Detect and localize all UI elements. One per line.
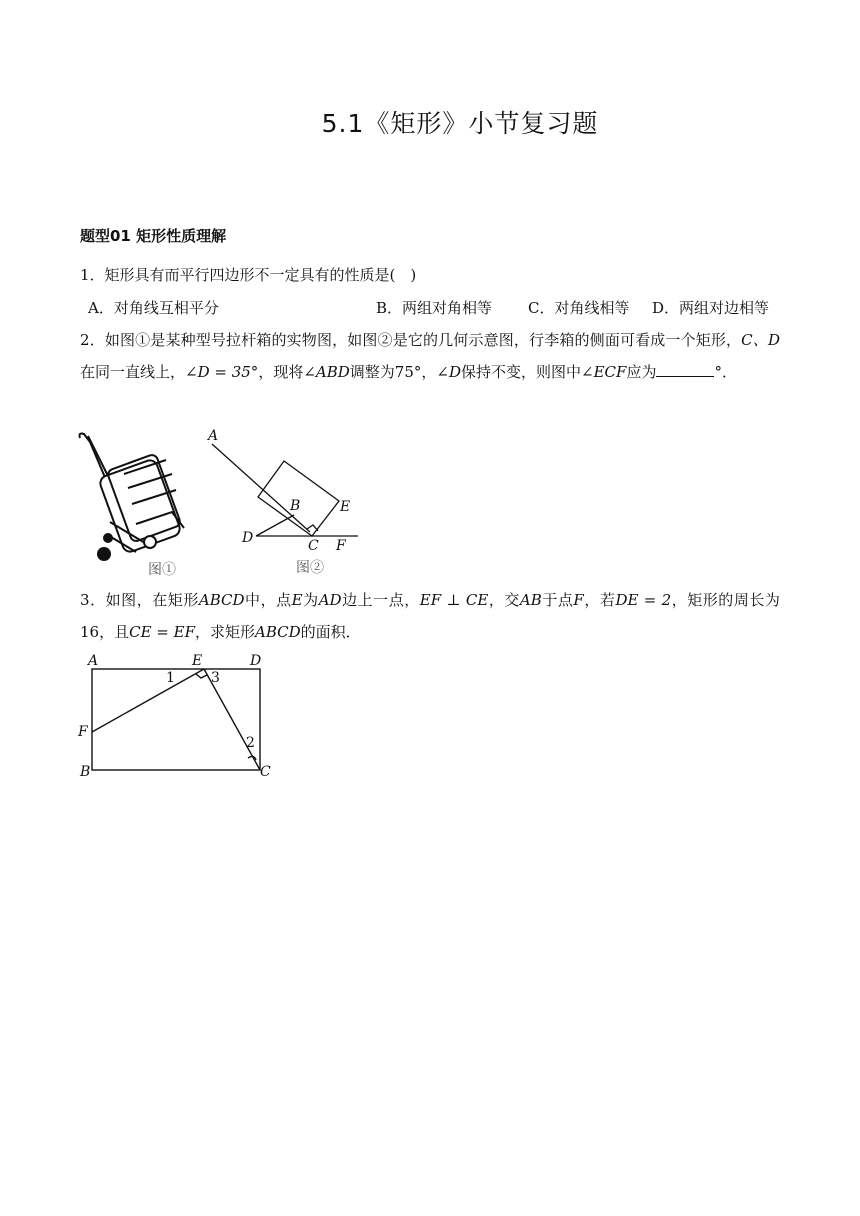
- question-3-stem: 3．如图，在矩形ABCD中，点E为AD边上一点，EF ⊥ CE，交AB于点F，若DE = 2，矩形的周长为16，且CE = EF，求矩形ABCD的面积．: [80, 591, 780, 641]
- figure-2-caption: 图②: [296, 560, 324, 576]
- angle-3-label: 3: [211, 670, 220, 686]
- label-d: D: [242, 530, 254, 546]
- label-b: B: [80, 764, 91, 780]
- rectangle-figure-3: [74, 648, 284, 780]
- label-e: E: [340, 499, 351, 515]
- label-c: C: [260, 764, 271, 780]
- question-2-stem: 2．如图①是某种型号拉杆箱的实物图，如图②是它的几何示意图，行李箱的侧面可看成一个矩形，C、D在同一直线上，∠D = 35°，现将∠ABD调整为75°，∠D保持不变，则图中∠ECF应为 °．: [80, 331, 780, 381]
- label-c: C: [308, 538, 319, 554]
- question-1-stem: 1．矩形具有而平行四边形不一定具有的性质是( ): [80, 266, 417, 284]
- label-a: A: [208, 428, 219, 444]
- page-title: 5.1《矩形》小节复习题: [321, 109, 599, 138]
- figure-1-caption: 图①: [148, 562, 176, 578]
- angle-1-label: 1: [166, 670, 175, 686]
- geometry-figure-2: [198, 424, 368, 580]
- label-e: E: [192, 653, 203, 669]
- suitcase-figure: [76, 430, 188, 580]
- angle-2-label: 2: [246, 735, 255, 751]
- answer-blank[interactable]: [656, 362, 714, 377]
- section-heading: 题型01 矩形性质理解: [80, 227, 227, 245]
- label-f: F: [336, 538, 346, 554]
- option-b: B．两组对角相等: [376, 299, 493, 317]
- label-d: D: [250, 653, 262, 669]
- label-b: B: [290, 498, 301, 514]
- label-f: F: [78, 724, 88, 740]
- option-c: C．对角线相等: [528, 299, 630, 317]
- label-a: A: [88, 653, 99, 669]
- option-a: A．对角线互相平分: [88, 299, 219, 317]
- option-d: D．两组对边相等: [652, 299, 770, 317]
